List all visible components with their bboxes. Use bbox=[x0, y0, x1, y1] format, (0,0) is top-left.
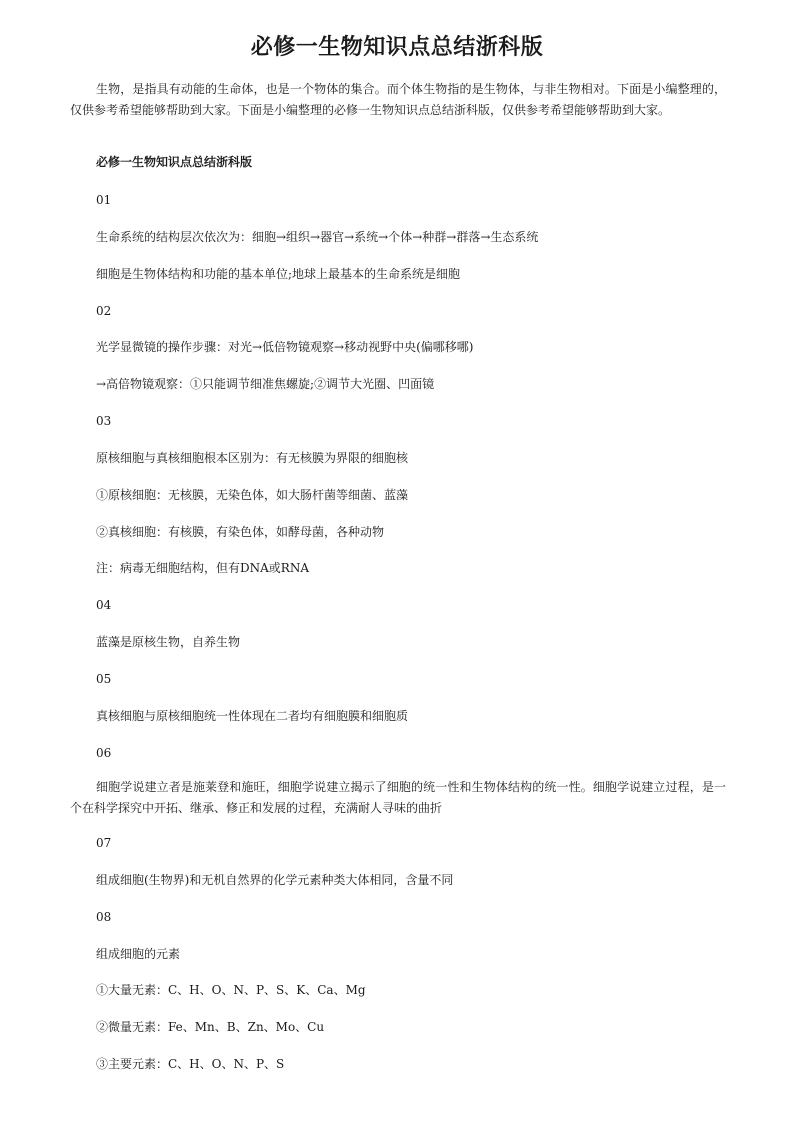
item-number-05: 05 bbox=[96, 671, 112, 686]
text-line: 组成细胞(生物界)和无机自然界的化学元素种类大体相同，含量不同 bbox=[96, 872, 454, 887]
item-number-04: 04 bbox=[96, 598, 112, 613]
text-line: 生命系统的结构层次依次为：细胞→组织→器官→系统→个体→种群→群落→生态系统 bbox=[96, 229, 539, 244]
content-list-b bbox=[96, 835, 736, 1093]
intro-paragraph: 生物，是指具有动能的生命体，也是一个物体的集合。而个体生物指的是生物体，与非生物相对。下面是小编整理的，仅供参考希望能够帮助到大家。下面是小编整理的必修一生物知识点总结浙科版，仅供参考希望能够帮助到大家。 bbox=[70, 82, 726, 117]
text-line: 组成细胞的元素 bbox=[96, 946, 181, 961]
page-title: 必修一生物知识点总结浙科版 bbox=[250, 35, 544, 60]
text-line: 蓝藻是原核生物，自养生物 bbox=[96, 635, 241, 650]
item-number-06: 06 bbox=[96, 745, 112, 760]
item-number-07: 07 bbox=[96, 836, 112, 850]
text-line: 细胞是生物体结构和功能的基本单位;地球上最基本的生命系统是细胞 bbox=[96, 266, 461, 281]
text-line: ①大量无素：C、H、O、N、P、S、K、Ca、Mg bbox=[96, 983, 366, 998]
text-line: →高倍物镜观察：①只能调节细准焦螺旋;②调节大光圈、凹面镜 bbox=[96, 377, 435, 392]
item-number-01: 01 bbox=[96, 193, 112, 207]
item-number-08: 08 bbox=[96, 909, 112, 924]
text-line: ②真核细胞：有核膜，有染色体，如酵母菌，各种动物 bbox=[96, 524, 385, 539]
section-heading: 必修一生物知识点总结浙科版 bbox=[96, 155, 253, 169]
item-number-02: 02 bbox=[96, 303, 112, 318]
text-line: 光学显微镜的操作步骤：对光→低倍物镜观察→移动视野中央(偏哪移哪) bbox=[96, 340, 474, 355]
text-line: ①原核细胞：无核膜，无染色体，如大肠杆菌等细菌、蓝藻 bbox=[96, 487, 409, 502]
text-line: ②微量无素：Fe、Mn、B、Zn、Mo、Cu bbox=[96, 1020, 325, 1035]
paragraph-06: 细胞学说建立者是施莱登和施旺，细胞学说建立揭示了细胞的统一性和生物体结构的统一性。细胞学说建立过程，是一个在科学探究中开拓、继承、修正和发展的过程，充满耐人寻味的曲折 bbox=[70, 780, 726, 815]
text-line: ③主要元素：C、H、O、N、P、S bbox=[96, 1057, 285, 1072]
text-line: 真核细胞与原核细胞统一性体现在二者均有细胞膜和细胞质 bbox=[96, 708, 409, 723]
text-line: 原核细胞与真核细胞根本区别为：有无核膜为界限的细胞核 bbox=[96, 450, 409, 465]
text-line: 注：病毒无细胞结构，但有DNA或RNA bbox=[96, 561, 309, 576]
item-number-03: 03 bbox=[96, 414, 112, 429]
content-list-a bbox=[96, 192, 736, 782]
